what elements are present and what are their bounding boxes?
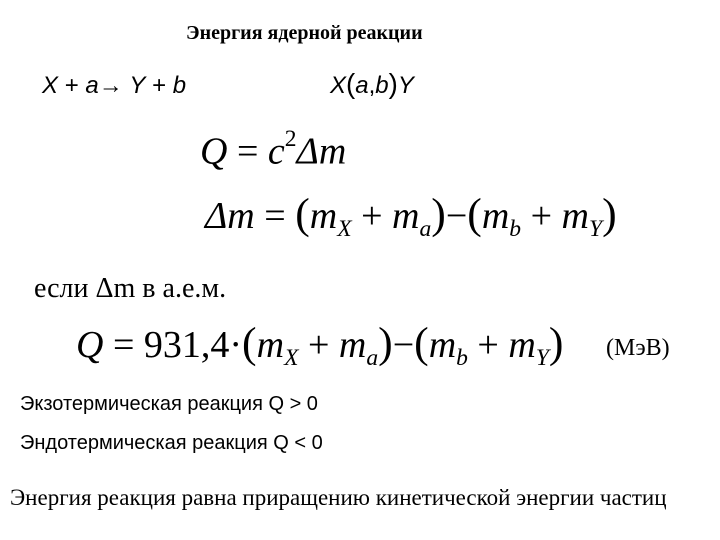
right-paren: )	[602, 190, 617, 238]
subscript-a: a	[419, 216, 432, 243]
coefficient: 931,4	[143, 324, 230, 366]
subscript-x: X	[337, 216, 352, 243]
conclusion-text: Энергия реакция равна приращению кинетической энергии частиц	[10, 485, 667, 510]
particle-b: b	[172, 72, 187, 99]
mass-m: m	[338, 324, 367, 366]
plus-sign: +	[307, 324, 330, 366]
right-paren: )	[388, 68, 398, 99]
unit-condition: если Δm в а.е.м.	[34, 273, 227, 304]
plus-sign: +	[477, 324, 499, 366]
endothermic-note: Эндотермическая реакция Q < 0	[20, 432, 323, 454]
plus-sign: +	[530, 195, 552, 237]
subscript-b: b	[509, 216, 522, 243]
mass-m: m	[561, 195, 589, 237]
equals-sign: =	[264, 195, 286, 237]
nucleus-y: Y	[129, 72, 146, 99]
mass-m: m	[508, 324, 536, 366]
equals-sign: =	[236, 130, 259, 173]
nucleus-x: X	[330, 72, 347, 99]
subscript-b: b	[456, 345, 468, 372]
slide-title: Энергия ядерной реакции	[186, 22, 423, 44]
exponent: 2	[284, 126, 297, 152]
subscript-y: Y	[535, 345, 549, 372]
multiply-dot: ·	[229, 324, 243, 366]
minus-sign: −	[392, 324, 415, 366]
particle-a: a	[355, 72, 369, 99]
energy-mev-formula	[76, 318, 563, 372]
left-paren: (	[467, 190, 482, 238]
reaction-notation	[330, 68, 414, 100]
right-paren: )	[548, 319, 564, 367]
c-symbol: c	[267, 130, 285, 173]
left-paren: (	[295, 190, 310, 238]
arrow-icon: →	[98, 72, 123, 99]
mass-m: m	[392, 195, 420, 237]
particle-b: b	[375, 72, 389, 99]
left-paren: (	[346, 68, 356, 99]
delta-m: Δm	[205, 195, 255, 237]
exothermic-note: Экзотермическая реакция Q > 0	[20, 393, 318, 415]
subscript-a: a	[366, 345, 379, 372]
subscript-x: X	[284, 345, 299, 372]
equals-sign: =	[112, 324, 135, 366]
mass-defect-formula	[205, 189, 617, 243]
units-label: (МэВ)	[606, 335, 670, 361]
particle-a: a	[85, 72, 99, 99]
q-symbol: Q	[76, 324, 104, 366]
mass-m: m	[428, 324, 457, 366]
delta-m: Δm	[296, 130, 347, 173]
left-paren: (	[414, 319, 429, 367]
mass-m: m	[256, 324, 285, 366]
q-symbol: Q	[200, 130, 228, 173]
minus-sign: −	[445, 195, 468, 237]
energy-formula	[200, 126, 346, 174]
reaction-equation	[42, 72, 186, 100]
plus-sign: +	[361, 195, 383, 237]
mass-m: m	[481, 195, 510, 237]
nucleus-x: X	[42, 72, 59, 99]
comma: ,	[368, 72, 376, 99]
right-paren: )	[431, 190, 446, 238]
left-paren: (	[242, 319, 257, 367]
right-paren: )	[378, 319, 393, 367]
subscript-y: Y	[588, 216, 603, 243]
nucleus-y: Y	[397, 72, 414, 99]
plus-sign: +	[64, 72, 79, 99]
plus-sign: +	[152, 72, 167, 99]
mass-m: m	[309, 195, 338, 237]
